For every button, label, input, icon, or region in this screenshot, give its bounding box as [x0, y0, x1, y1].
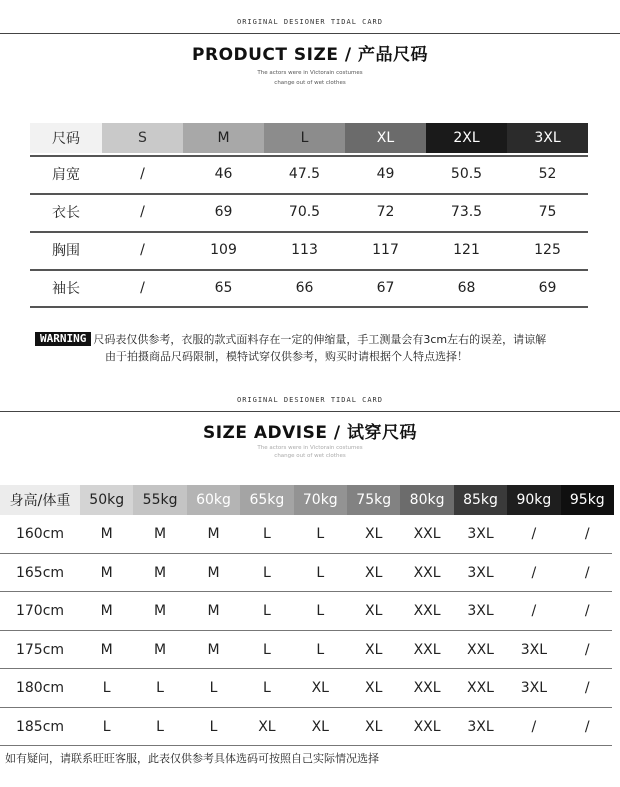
table-cell: L — [262, 564, 271, 581]
table-cell: XL — [311, 680, 329, 697]
table-cell: L — [156, 680, 164, 697]
weight-header-cell: 80kg — [400, 485, 453, 515]
weight-header-cell: 50kg — [80, 485, 133, 515]
table-cell: M — [207, 603, 220, 620]
table-cell: XXL — [413, 641, 441, 658]
row-divider — [30, 306, 588, 308]
table-cell: XXL — [413, 680, 441, 697]
table-cell: / — [140, 166, 145, 182]
row-label: 165cm — [15, 564, 65, 581]
warning-line: 尺码表仅供参考，衣服的款式面料存在一定的伸缩量，手工测量会有3cm左右的误差，请谅解 — [93, 333, 547, 346]
table-cell: M — [207, 564, 220, 581]
table-cell: / — [531, 718, 537, 735]
table-cell: / — [531, 564, 537, 581]
divider — [0, 33, 620, 34]
size-header-cell: XL — [345, 123, 426, 153]
product-size-table — [30, 123, 590, 318]
table-cell: / — [140, 204, 145, 220]
subtitle-line: The actors were in Victorain costumes — [257, 70, 363, 76]
table-cell: 69 — [538, 280, 557, 296]
table-cell: M — [100, 603, 113, 620]
section-title: SIZE ADVISE / 试穿尺码 — [202, 423, 418, 443]
table-cell: / — [531, 526, 537, 543]
table-cell: L — [209, 718, 218, 735]
size-header-cell: 2XL — [426, 123, 507, 153]
table-cell: 125 — [534, 242, 561, 258]
size-header-cell: S — [102, 123, 183, 153]
row-label: 袖长 — [52, 281, 80, 297]
table-cell: 121 — [453, 242, 480, 258]
row-label: 160cm — [15, 526, 65, 543]
table-cell: L — [316, 564, 325, 581]
table-cell: L — [316, 641, 325, 658]
brand-caption: ORIGINAL DESIONER TIDAL CARD — [236, 18, 383, 26]
table-cell: XXL — [413, 526, 441, 543]
table-cell: 47.5 — [288, 166, 321, 182]
table-cell: L — [262, 680, 271, 697]
table-cell: XL — [365, 680, 383, 697]
subtitle-line: The actors were in Victorain costumes — [257, 445, 363, 451]
table-cell: M — [100, 641, 113, 658]
table-cell: L — [262, 526, 271, 543]
size-advise-table — [0, 485, 620, 747]
table-cell: M — [154, 603, 167, 620]
table-cell: M — [154, 641, 167, 658]
table-cell: / — [584, 718, 590, 735]
table-cell: / — [531, 603, 537, 620]
weight-header-cell: 95kg — [561, 485, 614, 515]
table-cell: L — [316, 603, 325, 620]
row-label: 175cm — [15, 641, 65, 658]
table-cell: 52 — [538, 166, 557, 182]
page-title: PRODUCT SIZE / 产品尺码 — [192, 45, 428, 65]
table-cell: M — [207, 641, 220, 658]
size-header-cell: M — [183, 123, 264, 153]
row-label: 185cm — [15, 718, 65, 735]
table-cell: 50.5 — [450, 166, 483, 182]
table-cell: / — [584, 641, 590, 658]
table-cell: M — [100, 564, 113, 581]
table-header-label: 尺码 — [30, 123, 102, 153]
table-cell: 72 — [376, 204, 395, 220]
table-cell: M — [154, 526, 167, 543]
table-cell: XL — [311, 718, 329, 735]
table-cell: 3XL — [520, 680, 548, 697]
table-cell: XL — [365, 641, 383, 658]
table-cell: L — [209, 680, 218, 697]
warning-badge: WARNING — [35, 332, 91, 346]
table-cell: XXL — [413, 718, 441, 735]
weight-header-cell: 55kg — [133, 485, 186, 515]
row-divider — [0, 745, 612, 746]
table-cell: / — [584, 603, 590, 620]
table-cell: L — [316, 526, 325, 543]
table-cell: M — [207, 526, 220, 543]
table-cell: 3XL — [467, 718, 494, 735]
table-cell: 113 — [291, 242, 318, 258]
table-cell: L — [156, 718, 164, 735]
table-cell: M — [154, 564, 167, 581]
table-cell: 49 — [376, 166, 395, 182]
table-cell: 69 — [214, 204, 233, 220]
warning-line: 由于拍摄商品尺码限制，模特试穿仅供参考，购买时请根据个人特点选择！ — [105, 350, 468, 363]
row-label: 180cm — [15, 680, 65, 697]
row-label: 胸围 — [52, 243, 80, 259]
table-cell: L — [102, 718, 111, 735]
table-cell: XXL — [413, 564, 441, 581]
size-header-cell: L — [264, 123, 345, 153]
table-cell: XL — [258, 718, 276, 735]
table-cell: XL — [365, 526, 383, 543]
table-cell: XXL — [467, 641, 494, 658]
table-cell: L — [102, 680, 111, 697]
table-cell: / — [584, 526, 590, 543]
table-cell: 3XL — [520, 641, 548, 658]
table-cell: / — [140, 280, 145, 296]
table-cell: 3XL — [467, 603, 494, 620]
table-cell: 65 — [214, 280, 233, 296]
table-header-label: 身高/体重 — [0, 485, 80, 515]
table-cell: 68 — [457, 280, 476, 296]
divider — [0, 411, 620, 412]
brand-caption: ORIGINAL DESIONER TIDAL CARD — [236, 396, 383, 404]
table-cell: 70.5 — [288, 204, 321, 220]
table-cell: 109 — [210, 242, 237, 258]
row-label: 肩宽 — [52, 167, 80, 183]
subtitle-line: change out of wet clothes — [274, 453, 346, 459]
weight-header-cell: 75kg — [347, 485, 400, 515]
weight-header-cell: 60kg — [187, 485, 240, 515]
table-cell: 117 — [372, 242, 399, 258]
table-cell: XXL — [467, 680, 494, 697]
table-cell: / — [584, 564, 590, 581]
table-cell: 46 — [214, 166, 233, 182]
table-cell: 67 — [376, 280, 395, 296]
weight-header-cell: 70kg — [294, 485, 347, 515]
table-cell: 73.5 — [450, 204, 483, 220]
table-cell: L — [262, 641, 271, 658]
table-cell: / — [140, 242, 145, 258]
row-label: 衣长 — [52, 205, 80, 221]
table-cell: XL — [365, 564, 383, 581]
table-cell: XL — [365, 603, 383, 620]
table-cell: 3XL — [467, 526, 494, 543]
table-cell: M — [100, 526, 113, 543]
weight-header-cell: 90kg — [507, 485, 560, 515]
table-cell: XXL — [413, 603, 441, 620]
size-header-cell: 3XL — [507, 123, 588, 153]
subtitle-line: change out of wet clothes — [274, 80, 346, 86]
table-cell: 3XL — [467, 564, 494, 581]
weight-header-cell: 65kg — [240, 485, 293, 515]
footnote: 如有疑问，请联系旺旺客服，此表仅供参考具体选码可按照自己实际情况选择 — [5, 752, 379, 765]
table-cell: XL — [365, 718, 383, 735]
table-cell: / — [584, 680, 590, 697]
row-label: 170cm — [15, 603, 65, 620]
table-cell: 75 — [538, 204, 557, 220]
weight-header-cell: 85kg — [454, 485, 507, 515]
table-cell: 66 — [295, 280, 314, 296]
warning-note — [35, 332, 546, 348]
table-cell: L — [262, 603, 271, 620]
